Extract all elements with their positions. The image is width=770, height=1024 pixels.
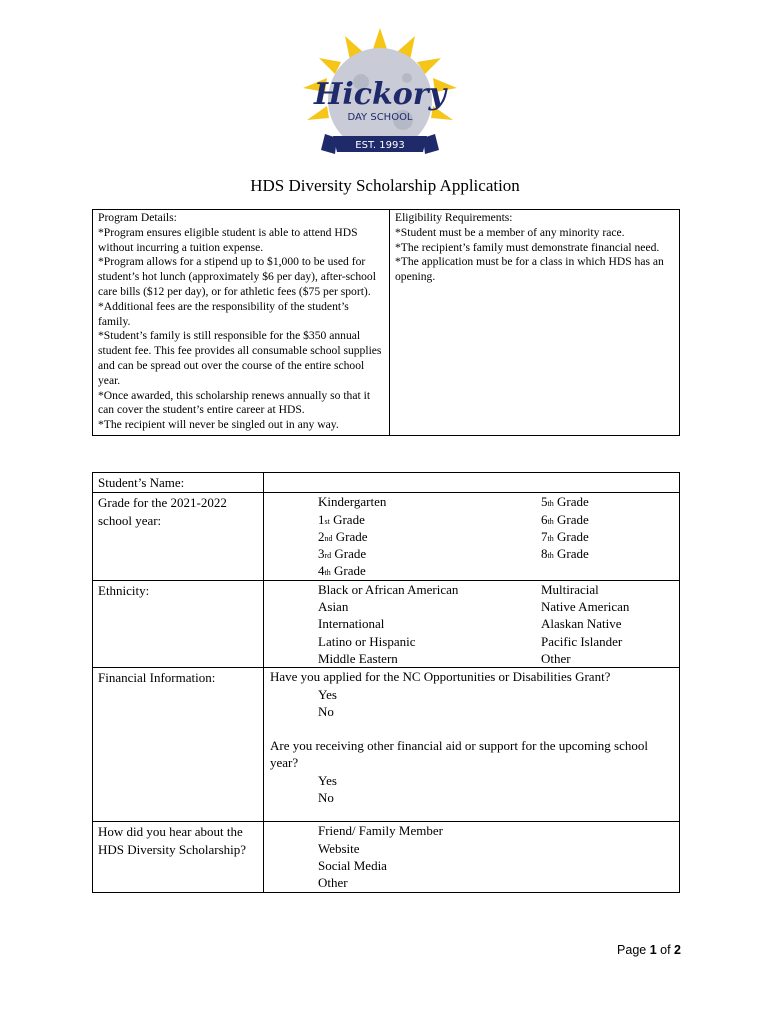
eligibility-cell bbox=[389, 210, 679, 436]
ethnicity-option[interactable] bbox=[270, 581, 493, 598]
program-details-cell bbox=[93, 210, 390, 436]
grade-word: Grade bbox=[556, 511, 589, 527]
grade-option-4[interactable]: 4 th Grade bbox=[318, 563, 366, 579]
grade-number: 7 bbox=[541, 528, 548, 544]
hear-option[interactable] bbox=[270, 874, 674, 891]
application-form-table bbox=[92, 472, 680, 893]
hear-option[interactable] bbox=[270, 822, 674, 839]
ethnicity-option-label: International bbox=[318, 616, 385, 632]
ethnicity-option[interactable] bbox=[493, 615, 674, 632]
grade-number: 1 bbox=[318, 511, 325, 527]
question-grant: Have you applied for the NC Opportunities or Disabilities Grant? bbox=[270, 669, 611, 685]
ethnicity-option[interactable] bbox=[270, 633, 493, 650]
program-line: *The recipient will never be singled out in any way. bbox=[98, 418, 339, 432]
grade-label: Grade for the 2021-2022 school year: bbox=[93, 493, 264, 580]
hear-option[interactable] bbox=[270, 840, 674, 857]
ethnicity-option-label: Multiracial bbox=[541, 581, 599, 597]
yes-label: Yes bbox=[318, 772, 337, 788]
financial-label: Financial Information: bbox=[93, 668, 264, 822]
ethnicity-option-label: Black or African American bbox=[318, 581, 459, 597]
aid-no-option[interactable] bbox=[270, 789, 674, 806]
ethnicity-option[interactable] bbox=[270, 650, 493, 667]
grade-option-6[interactable]: 6 th Grade bbox=[541, 511, 589, 527]
ethnicity-option-label: Pacific Islander bbox=[541, 633, 623, 649]
program-line: *Program ensures eligible student is able to attend HDS without incurring a tuition expense. bbox=[98, 225, 358, 254]
info-table bbox=[92, 209, 680, 436]
ethnicity-option[interactable] bbox=[493, 650, 674, 667]
hear-option-label: Social Media bbox=[318, 857, 387, 873]
grant-yes-option[interactable] bbox=[270, 686, 674, 703]
grade-word: Grade bbox=[335, 528, 368, 544]
grade-option-1[interactable]: 1 st Grade bbox=[318, 511, 365, 527]
grade-option-5[interactable]: 5 th Grade bbox=[541, 494, 589, 510]
eligibility-line: *The application must be for a class in which HDS has an opening. bbox=[394, 255, 664, 284]
student-name-label: Student’s Name: bbox=[93, 473, 264, 493]
hear-option-label: Website bbox=[318, 840, 360, 856]
ethnicity-option[interactable] bbox=[493, 581, 674, 598]
grade-option-7[interactable]: 7 th Grade bbox=[541, 528, 589, 544]
grade-word: Grade bbox=[333, 511, 365, 527]
program-heading: Program Details: bbox=[98, 211, 177, 224]
hear-about-options bbox=[264, 822, 680, 892]
total-pages: 2 bbox=[674, 943, 681, 957]
page-title: HDS Diversity Scholarship Application bbox=[250, 176, 520, 195]
ethnicity-option-label: Asian bbox=[318, 599, 349, 615]
logo-name: Hickory bbox=[313, 77, 447, 112]
page-number bbox=[617, 943, 681, 957]
student-name-field[interactable] bbox=[264, 473, 680, 493]
logo-sub: DAY SCHOOL bbox=[347, 112, 413, 123]
financial-questions bbox=[264, 668, 680, 822]
grade-number: 2 bbox=[318, 528, 325, 544]
grade-number: 5 bbox=[541, 494, 548, 510]
ethnicity-option-label: Latino or Hispanic bbox=[318, 633, 416, 649]
current-page: 1 bbox=[649, 943, 657, 957]
hear-option-label: Friend/ Family Member bbox=[318, 823, 443, 839]
no-label: No bbox=[318, 703, 334, 719]
grade-number: 4 bbox=[318, 563, 325, 579]
ethnicity-option-label: Middle Eastern bbox=[318, 650, 398, 666]
grade-options bbox=[264, 493, 680, 580]
program-line: *Once awarded, this scholarship renews annually so that it can cover the student’s entire career at HDS. bbox=[98, 388, 371, 417]
ethnicity-option-label: Alaskan Native bbox=[541, 616, 622, 632]
grade-word: Grade bbox=[556, 528, 589, 544]
eligibility-line: *The recipient’s family must demonstrate financial need. bbox=[394, 240, 660, 254]
hear-option-label: Other bbox=[318, 875, 348, 891]
ethnicity-option[interactable] bbox=[270, 598, 493, 615]
grade-word: Grade bbox=[556, 494, 589, 510]
program-line: *Program allows for a stipend up to $1,000 to be used for student’s hot lunch (approximately $6 per day), after-school care bills ($12 per day), or for athletic fees ($75 per sport). bbox=[98, 255, 376, 298]
hear-option[interactable] bbox=[270, 857, 674, 874]
no-label: No bbox=[318, 790, 334, 806]
grade-option-2[interactable]: 2 nd Grade bbox=[318, 528, 368, 544]
ethnicity-option-label: Native American bbox=[541, 599, 630, 615]
grade-option-label: Kindergarten bbox=[318, 494, 387, 510]
grade-word: Grade bbox=[556, 546, 589, 562]
aid-yes-option[interactable] bbox=[270, 772, 674, 789]
yes-label: Yes bbox=[318, 686, 337, 702]
grade-number: 8 bbox=[541, 546, 548, 562]
logo-est: EST. 1993 bbox=[355, 140, 405, 151]
ethnicity-option[interactable] bbox=[493, 598, 674, 615]
grade-word: Grade bbox=[334, 546, 367, 562]
grade-option-3[interactable]: 3 rd Grade bbox=[318, 546, 367, 562]
grade-word: Grade bbox=[333, 563, 366, 579]
program-line: *Student’s family is still responsible for the $350 annual student fee. This fee provides all consumable school supplies and can be spread out over the course of the entire school year. bbox=[98, 329, 382, 387]
hear-about-label: How did you hear about the HDS Diversity Scholarship? bbox=[93, 822, 264, 892]
grade-number: 6 bbox=[541, 511, 548, 527]
ethnicity-option-label: Other bbox=[541, 650, 571, 666]
grade-number: 3 bbox=[318, 546, 325, 562]
page-of: of bbox=[656, 943, 675, 957]
eligibility-line: *Student must be a member of any minority race. bbox=[394, 225, 625, 239]
ethnicity-option[interactable] bbox=[493, 633, 674, 650]
program-line: *Additional fees are the responsibility of the student’s family. bbox=[98, 299, 349, 328]
hickory-day-school-logo bbox=[295, 22, 465, 164]
eligibility-heading: Eligibility Requirements: bbox=[394, 211, 513, 224]
grade-option-k[interactable] bbox=[270, 493, 493, 510]
question-other-aid: Are you receiving other financial aid or support for the upcoming school year? bbox=[270, 738, 648, 771]
ethnicity-options bbox=[264, 580, 680, 667]
grade-option-8[interactable]: 8 th Grade bbox=[541, 546, 589, 562]
ethnicity-option[interactable] bbox=[270, 615, 493, 632]
grant-no-option[interactable] bbox=[270, 703, 674, 720]
ethnicity-label: Ethnicity: bbox=[93, 580, 264, 667]
page-prefix: Page bbox=[617, 943, 650, 957]
